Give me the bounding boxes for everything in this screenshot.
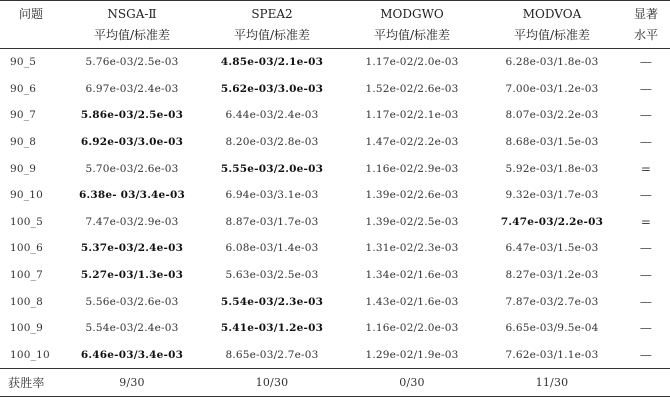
row-value-cell: 5.37e-03/2.4e-03 [80,242,184,255]
row-value-cell: 8.65e-03/2.7e-03 [225,348,319,361]
row-significance: — [639,268,653,283]
row-significance: — [639,188,653,203]
row-problem: 90_10 [10,189,43,202]
row-value-cell: 5.70e-03/2.6e-03 [85,162,179,175]
row-value-cell: 8.27e-03/1.2e-03 [505,269,599,282]
row-value-cell: 5.55e-03/2.0e-03 [220,162,324,175]
row-significance: — [639,81,653,96]
table-row [0,288,670,315]
row-value-cell: 6.97e-03/2.4e-03 [85,82,179,95]
table-row [0,49,670,76]
table-body [0,49,670,397]
table-row [0,102,670,129]
row-value-cell: 4.85e-03/2.1e-03 [220,56,324,69]
row-value-cell: 7.00e-03/1.2e-03 [505,82,599,95]
row-value-cell: 8.07e-03/2.2e-03 [505,109,599,122]
row-problem: 100_7 [10,269,43,282]
header-sub-label: 平均值/标准差 [93,28,171,42]
summary-value: 10/30 [202,369,342,397]
header-blank [0,26,62,49]
row-significance: — [639,321,653,336]
row-problem: 90_7 [10,109,37,122]
row-significance: = [640,214,652,229]
header-algo-nsga2: NSGA-Ⅱ [62,1,202,27]
row-value-cell: 7.47e-03/2.2e-03 [500,215,604,228]
row-value-cell: 5.41e-03/1.2e-03 [220,322,324,335]
row-value-cell: 1.43e-02/1.6e-03 [365,295,459,308]
row-value-cell: 6.44e-03/2.4e-03 [225,109,319,122]
summary-label: 获胜率 [0,369,62,397]
row-value-cell: 8.68e-03/1.5e-03 [505,136,599,149]
header-sub-label: 平均值/标准差 [233,28,311,42]
summary-value: 11/30 [482,369,622,397]
row-value-cell: 1.47e-02/2.2e-03 [365,136,459,149]
row-value-cell: 6.65e-03/9.5e-04 [505,322,599,335]
header-problem: 问题 [0,1,62,27]
row-problem: 90_8 [10,136,37,149]
row-problem: 100_9 [10,322,43,335]
row-value-cell: 5.62e-03/3.0e-03 [220,82,324,95]
summary-row [0,369,670,397]
row-value-cell: 5.56e-03/2.6e-03 [85,295,179,308]
table-row [0,315,670,342]
table-row [0,262,670,289]
row-value-cell: 7.62e-03/1.1e-03 [505,348,599,361]
row-significance: — [639,347,653,362]
summary-sig-blank [622,369,670,397]
row-significance: — [639,108,653,123]
table-row [0,129,670,156]
row-value-cell: 6.28e-03/1.8e-03 [505,56,599,69]
table-row [0,235,670,262]
row-value-cell: 6.08e-03/1.4e-03 [225,242,319,255]
row-significance: = [640,161,652,176]
header-sig-1: 显著 [622,1,670,27]
row-value-cell: 9.32e-03/1.7e-03 [505,189,599,202]
row-value-cell: 1.16e-02/2.0e-03 [365,322,459,335]
row-value-cell: 1.39e-02/2.5e-03 [365,215,459,228]
row-value-cell: 1.17e-02/2.1e-03 [365,109,459,122]
row-value-cell: 5.63e-03/2.5e-03 [225,269,319,282]
table-row [0,76,670,103]
header-row-1 [0,1,670,27]
row-value-cell: 1.34e-02/1.6e-03 [365,269,459,282]
row-value-cell: 6.94e-03/3.1e-03 [225,189,319,202]
row-value-cell: 7.87e-03/2.7e-03 [505,295,599,308]
header-sig-2: 水平 [633,28,658,42]
row-value-cell: 8.20e-03/2.8e-03 [225,136,319,149]
row-value-cell: 6.47e-03/1.5e-03 [505,242,599,255]
row-value-cell: 1.29e-02/1.9e-03 [365,348,459,361]
row-value-cell: 5.92e-03/1.8e-03 [505,162,599,175]
row-significance: — [639,294,653,309]
row-value-cell: 5.76e-03/2.5e-03 [85,56,179,69]
header-sub-label: 平均值/标准差 [513,28,591,42]
row-value-cell: 1.52e-02/2.6e-03 [365,82,459,95]
row-value-cell: 5.54e-03/2.4e-03 [85,322,179,335]
table-row [0,155,670,182]
header-sub-label: 平均值/标准差 [373,28,451,42]
row-problem: 100_6 [10,242,43,255]
row-problem: 100_8 [10,295,43,308]
row-problem: 90_6 [10,82,37,95]
row-significance: — [639,135,653,150]
summary-value: 0/30 [342,369,482,397]
row-value-cell: 1.31e-02/2.3e-03 [365,242,459,255]
header-algo-spea2: SPEA2 [202,1,342,27]
table-row [0,209,670,236]
summary-value: 9/30 [62,369,202,397]
row-value-cell: 6.38e- 03/3.4e-03 [78,189,186,202]
row-value-cell: 1.16e-02/2.9e-03 [365,162,459,175]
header-algo-modvoa: MODVOA [482,1,622,27]
row-value-cell: 5.54e-03/2.3e-03 [220,295,324,308]
header-algo-modgwo: MODGWO [342,1,482,27]
row-value-cell: 1.17e-02/2.0e-03 [365,56,459,69]
row-problem: 90_5 [10,56,37,69]
row-significance: — [639,241,653,256]
table-row [0,342,670,369]
row-value-cell: 7.47e-03/2.9e-03 [85,215,179,228]
header-row-2 [0,26,670,49]
table-row [0,182,670,209]
row-problem: 90_9 [10,162,37,175]
row-problem: 100_5 [10,215,43,228]
row-value-cell: 5.27e-03/1.3e-03 [80,269,184,282]
row-value-cell: 6.92e-03/3.0e-03 [80,136,184,149]
row-problem: 100_10 [10,348,50,361]
row-value-cell: 8.87e-03/1.7e-03 [225,215,319,228]
row-value-cell: 6.46e-03/3.4e-03 [80,348,184,361]
row-value-cell: 5.86e-03/2.5e-03 [80,109,184,122]
row-value-cell: 1.39e-02/2.6e-03 [365,189,459,202]
row-significance: — [639,55,653,70]
